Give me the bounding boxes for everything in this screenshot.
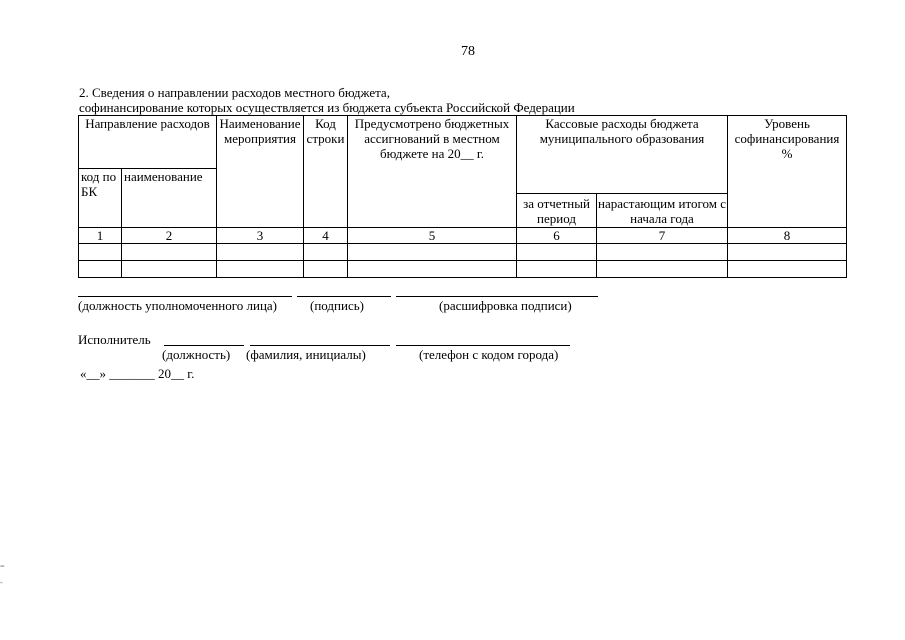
date-line: «__» _______ 20__ г. (80, 366, 195, 381)
position-caption: (должность уполномоченного лица) (78, 298, 278, 313)
executor-position-line (164, 345, 244, 346)
col-number-7: 7 (597, 228, 728, 244)
executor-position-caption: (должность) (162, 347, 231, 362)
decoding-caption: (расшифровка подписи) (439, 298, 572, 313)
margin-mark: - (0, 578, 3, 587)
budget-expenses-table (78, 115, 847, 278)
header-event-name: Наименование мероприятия (217, 116, 304, 228)
signature-caption: (подпись) (310, 298, 364, 313)
header-line-code: Код строки (304, 116, 348, 228)
heading-line-1: 2. Сведения о направлении расходов местного бюджета, (79, 85, 390, 100)
position-sign-line (78, 296, 292, 297)
table-row (79, 261, 847, 278)
header-cash-expenses: Кассовые расходы бюджета муниципального образования (517, 116, 728, 194)
executor-name-caption: (фамилия, инициалы) (246, 347, 366, 362)
heading-line-2: софинансирование которых осуществляется из бюджета субъекта Российской Федерации (79, 100, 575, 115)
header-planned: Предусмотрено бюджетных ассигнований в местном бюджете на 20__ г. (348, 116, 517, 228)
section-heading (79, 85, 575, 115)
table-row (79, 244, 847, 261)
header-bk-code: код по БК (79, 169, 122, 228)
executor-phone-caption: (телефон с кодом города) (419, 347, 559, 362)
executor-name-line (250, 345, 390, 346)
col-number-6: 6 (517, 228, 597, 244)
signature-sign-line (297, 296, 391, 297)
executor-label: Исполнитель (78, 332, 151, 347)
column-number-row (79, 228, 847, 244)
header-reporting-period: за отчетный период (517, 194, 597, 228)
col-number-3: 3 (217, 228, 304, 244)
decoding-sign-line (396, 296, 598, 297)
margin-mark: = (0, 562, 5, 571)
col-number-2: 2 (122, 228, 217, 244)
col-number-8: 8 (728, 228, 847, 244)
col-number-5: 5 (348, 228, 517, 244)
col-number-4: 4 (304, 228, 348, 244)
header-name: наименование (122, 169, 217, 228)
col-number-1: 1 (79, 228, 122, 244)
header-cofinancing-level: Уровень софинансирования % (728, 116, 847, 228)
header-cumulative: нарастающим итогом с начала года (597, 195, 726, 226)
header-direction: Направление расходов (79, 116, 217, 169)
page-number: 78 (461, 44, 475, 59)
executor-phone-line (396, 345, 570, 346)
